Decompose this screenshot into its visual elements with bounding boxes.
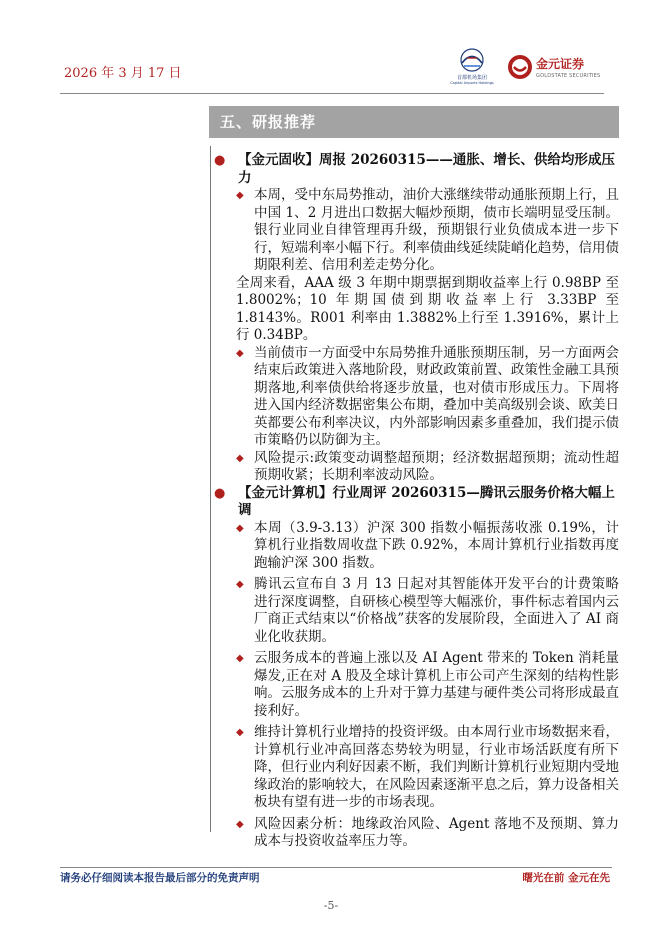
diamond-bullet-icon: ◆: [236, 818, 244, 830]
airport-logo-cn: 首都机场集团: [456, 75, 487, 81]
goldstate-logo: [506, 52, 604, 86]
capital-airports-logo: [444, 48, 500, 90]
page-number: -5-: [323, 899, 339, 912]
report-point: [214, 816, 619, 851]
diamond-bullet-icon: ◆: [236, 727, 244, 738]
diamond-bullet-icon: ◆: [236, 522, 244, 534]
report-point: [214, 450, 619, 485]
airport-emblem-icon: [444, 48, 500, 74]
report-item: [214, 485, 619, 520]
disclaimer-link: 请务必仔细阅读本报告最后部分的免责声明: [60, 872, 260, 884]
bullet-dot-icon: ●: [214, 153, 226, 168]
diamond-bullet-icon: ◆: [236, 347, 244, 359]
report-point-text: 风险提示:政策变动调整超预期；经济数据超预期；流动性超预期收紧；长期利率波动风险。: [254, 449, 619, 483]
diamond-bullet-icon: ◆: [236, 653, 244, 664]
report-item-title: 【金元计算机】行业周评 20260315—腾讯云服务价格大幅上调: [238, 484, 615, 518]
report-point: [214, 576, 619, 646]
airport-logo-en: Capital Airports Holdings: [450, 81, 494, 85]
report-point: [214, 724, 619, 812]
header-divider: [60, 93, 604, 94]
report-point: [214, 345, 619, 450]
goldstate-logo-cn: 金元证券: [536, 57, 585, 71]
report-point-text: 本周（3.9-3.13）沪深 300 指数小幅振荡收涨 0.19%，计算机行业指数周收盘下跌 0.92%，本周计算机行业指数再度跑输沪深 300 指数。: [254, 519, 619, 571]
report-point: [214, 187, 619, 275]
footer-divider: [60, 867, 612, 868]
content-left-rule: [210, 146, 211, 832]
report-point-text: 腾讯云宣布自 3 月 13 日起对其智能体开发平台的计费策略进行深度调整，自研核心模型等大幅涨价，事件标志着国内云厂商正式结束以“价格战”获客的发展阶段，全面进入了 AI 商业化收获期。: [254, 576, 619, 645]
report-point-text: 本周，受中东局势推动，油价大涨继续带动通胀预期上行，且中国 1、2 月进出口数据大幅炒预期，债市长端明显受压制。银行业同业自律管理再升级，预期银行业负债成本进一步下行，短端利率小幅下行。利率债曲线延续陡峭化趋势，信用债期限利差、信用利差走势分化。: [254, 187, 619, 273]
report-point-text: 维持计算机行业增持的投资评级。由本周行业市场数据来看，计算机行业冲高回落态势较为明显，行业市场活跃度有所下降，但行业内利好因素不断，我们判断计算机行业短期内受地缘政治的影响较大，在风险因素逐渐平息之后，算力设备相关板块有望有进一步的市场表现。: [254, 724, 619, 810]
report-point-text: 云服务成本的普遍上涨以及 AI Agent 带来的 Token 消耗量爆发,正在对 A 股及全球计算机上市公司产生深刻的结构性影响。云服务成本的上升对于算力基建与硬件类公司将形成最直接利好。: [254, 650, 619, 719]
report-point-text: 风险因素分析：地缘政治风险、Agent 落地不及预期、算力成本与投资收益率压力等。: [254, 815, 619, 849]
report-date: 2026 年 3 月 17 日: [64, 66, 182, 81]
report-item-title: 【金元固收】周报 20260315——通胀、增长、供给均形成压力: [238, 152, 615, 186]
goldstate-logo-en: GOLDSTATE SECURITIES: [536, 73, 601, 79]
report-point: [214, 520, 619, 573]
footer-slogan: 曙光在前 金元在先: [522, 872, 610, 884]
bullet-dot-icon: ●: [214, 485, 226, 501]
section-header: [209, 106, 619, 138]
goldstate-emblem-icon: [506, 52, 534, 82]
report-point-text: 当前债市一方面受中东局势推升通胀预期压制，另一方面两会结束后政策进入落地阶段，财政政策前置、政策性金融工具预期落地,利率债供给将逐步放量，也对债市形成压力。下周将进入国内经济数据密集公布期，叠加中美高级别会谈、欧美日英都要公布利率决议，内外部影响因素多重叠加，我们提示债市策略仍以防御为主。: [254, 344, 619, 448]
diamond-bullet-icon: ◆: [236, 579, 244, 590]
report-item: [214, 152, 619, 187]
report-point: [214, 650, 619, 720]
report-paragraph: 全周来看，AAA 级 3 年期中期票据到期收益率上行 0.98BP 至 1.8002%；10 年期国债到期收益率上行 3.33BP 至 1.8143%。R001 利率由 1.3882%上行至 1.3916%，累计上行 0.34BP。: [236, 274, 619, 343]
header-logos: [444, 48, 604, 90]
diamond-bullet-icon: ◆: [236, 190, 244, 201]
report-content: [214, 152, 619, 851]
diamond-bullet-icon: ◆: [236, 452, 244, 464]
section-title: 五、研报推荐: [220, 113, 317, 131]
